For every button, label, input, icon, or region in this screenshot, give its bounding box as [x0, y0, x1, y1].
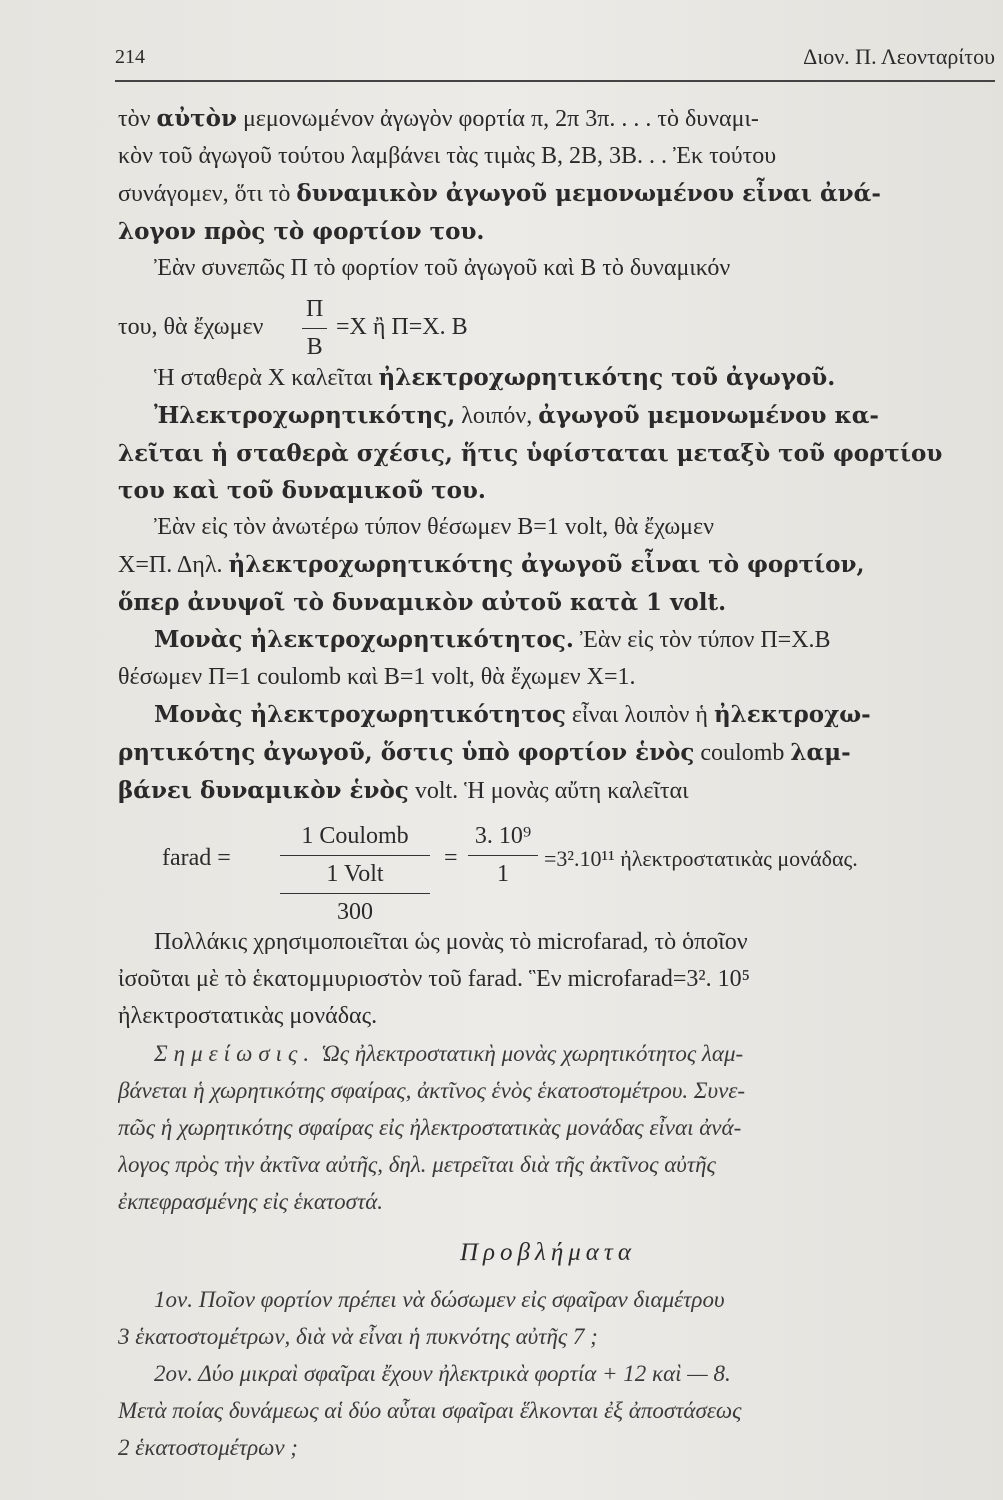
body-text — [118, 100, 978, 1466]
problem-1-line-2: 3 ἑκατοστομέτρων, διὰ νὰ εἶναι ἡ πυκνότης αὐτῆς 7 ; — [118, 1324, 598, 1349]
fraction-three-ten-nine: $\frac{\text{3. 10⁹}}{1}$ — [468, 818, 538, 893]
p6-line-2: θέσωμεν Π=1 coulomb καὶ Β=1 volt, θὰ ἔχωμεν Χ=1. — [118, 664, 636, 690]
p7-line-3: βάνει δυναμικὸν ἑνὸς volt. Ἡ μονὰς αὔτη καλεῖται — [118, 777, 689, 804]
running-head: Διον. Π. Λεονταρίτου — [803, 44, 995, 69]
p1-line-2: κὸν τοῦ ἀγωγοῦ τούτου λαμβάνει τὰς τιμὰς Β, 2Β, 3Β. . . Ἐκ τούτου — [118, 143, 777, 169]
problem-2-line-2: Μετὰ ποίας δυνάμεως αἱ δύο αὗται σφαῖραι ἕλκονται ἐξ ἀποστάσεως — [118, 1398, 742, 1423]
page-number: 214 — [115, 46, 145, 68]
problem-1-line-1: 1ον. Ποῖον φορτίον πρέπει νὰ δώσωμεν εἰς σφαῖραν διαμέτρου — [154, 1287, 725, 1312]
note-line-3: πῶς ἡ χωρητικότης σφαίρας εἰς ἠλεκτροστατικὰς μονάδας εἶναι ἀνά- — [118, 1115, 742, 1140]
page-header — [115, 40, 995, 82]
note-line-1: Σημείωσις. Ὡς ἠλεκτροστατικὴ μονὰς χωρητικότητος λαμ- — [154, 1041, 744, 1066]
p5-line-2: Χ=Π. Δηλ. ἠλεκτροχωρητικότης ἀγωγοῦ εἶναι τὸ φορτίον, — [118, 551, 865, 578]
p4-line-1: Ἠλεκτροχωρητικότης, λοιπόν, ἀγωγοῦ μεμονωμένου κα- — [154, 402, 879, 429]
p8-line-1: Πολλάκις χρησιμοποιεῖται ὡς μονὰς τὸ microfarad, τὸ ὁποῖον — [154, 929, 748, 955]
problems-title: Προβλήματα — [460, 1239, 636, 1266]
p4-line-3: του καὶ τοῦ δυναμικοῦ του. — [118, 477, 486, 504]
fraction-pi-over-b: $\frac{\Pi}{B}$ — [302, 291, 327, 366]
p7-line-1: Μονὰς ἠλεκτροχωρητικότητος εἶναι λοιπὸν ἡ ἠλεκτροχω- — [154, 701, 871, 728]
p6-line-1: Μονὰς ἠλεκτροχωρητικότητος. Ἐὰν εἰς τὸν τύπον Π=Χ.Β — [154, 626, 831, 653]
note-line-5: ἐκπεφρασμένης εἰς ἑκατοστά. — [118, 1189, 384, 1214]
p2-line-1: Ἐὰν συνεπῶς Π τὸ φορτίον τοῦ ἀγωγοῦ καὶ Β τὸ δυναμικόν — [154, 255, 731, 281]
fraction-coulomb-over-volt: 1 Coulomb 1 Volt 300 — [280, 818, 430, 931]
p1-line-4: λογον πρὸς τὸ φορτίον του. — [118, 218, 485, 245]
p1-line-1: τὸν αὐτὸν μεμονωμένον ἀγωγὸν φορτία π, 2π 3π. . . . τὸ δυναμι- — [118, 105, 759, 132]
p7-line-2: ρητικότης ἀγωγοῦ, ὅστις ὑπὸ φορτίον ἑνὸς coulomb λαμ- — [118, 739, 851, 766]
p5-line-1: Ἐὰν εἰς τὸν ἀνωτέρω τύπον θέσωμεν Β=1 volt, θὰ ἔχωμεν — [154, 514, 714, 540]
p3-line: Ἡ σταθερὰ Χ καλεῖται ἠλεκτροχωρητικότης τοῦ ἀγωγοῦ. — [154, 364, 836, 391]
p8-line-3: ἠλεκτροστατικὰς μονάδας. — [118, 1003, 378, 1029]
problem-2-line-3: 2 ἑκατοστομέτρων ; — [118, 1435, 298, 1460]
p5-line-3: ὅπερ ἀνυψοῖ τὸ δυναμικὸν αὐτοῦ κατὰ 1 volt. — [118, 589, 727, 616]
farad-equation: farad = 1 Coulomb 1 Volt 300 = $\frac{\text{3. 10⁹}}{1}$ =3².10¹¹ ἠλεκτροστατικὰς μονάδας. — [118, 814, 978, 924]
note-line-2: βάνεται ἡ χωρητικότης σφαίρας, ἀκτῖνος ἑνὸς ἑκατοστομέτρου. Συνε- — [118, 1078, 746, 1103]
p1-line-3: συνάγομεν, ὅτι τὸ δυναμικὸν ἀγωγοῦ μεμονωμένου εἶναι ἀνά- — [118, 180, 881, 207]
p8-line-2: ἰσοῦται μὲ τὸ ἑκατομμυριοστὸν τοῦ farad. Ἓν microfarad=3². 10⁵ — [118, 966, 750, 992]
problem-2-line-1: 2ον. Δύο μικραὶ σφαῖραι ἔχουν ἠλεκτρικὰ φορτία + 12 καὶ — 8. — [154, 1361, 731, 1386]
note-label: Σημείωσις. — [154, 1041, 316, 1066]
p4-line-2: λεῖται ἡ σταθερὰ σχέσις, ἥτις ὑφίσταται μεταξὺ τοῦ φορτίου — [118, 440, 943, 467]
p2-equation-line: του, θὰ ἔχωμεν $\frac{\Pi}{B}$ =Χ ἢ Π=Χ. Β — [118, 293, 978, 353]
note-line-4: λογος πρὸς τὴν ἀκτῖνα αὐτῆς, δηλ. μετρεῖται διὰ τῆς ἀκτῖνος αὐτῆς — [118, 1152, 716, 1177]
